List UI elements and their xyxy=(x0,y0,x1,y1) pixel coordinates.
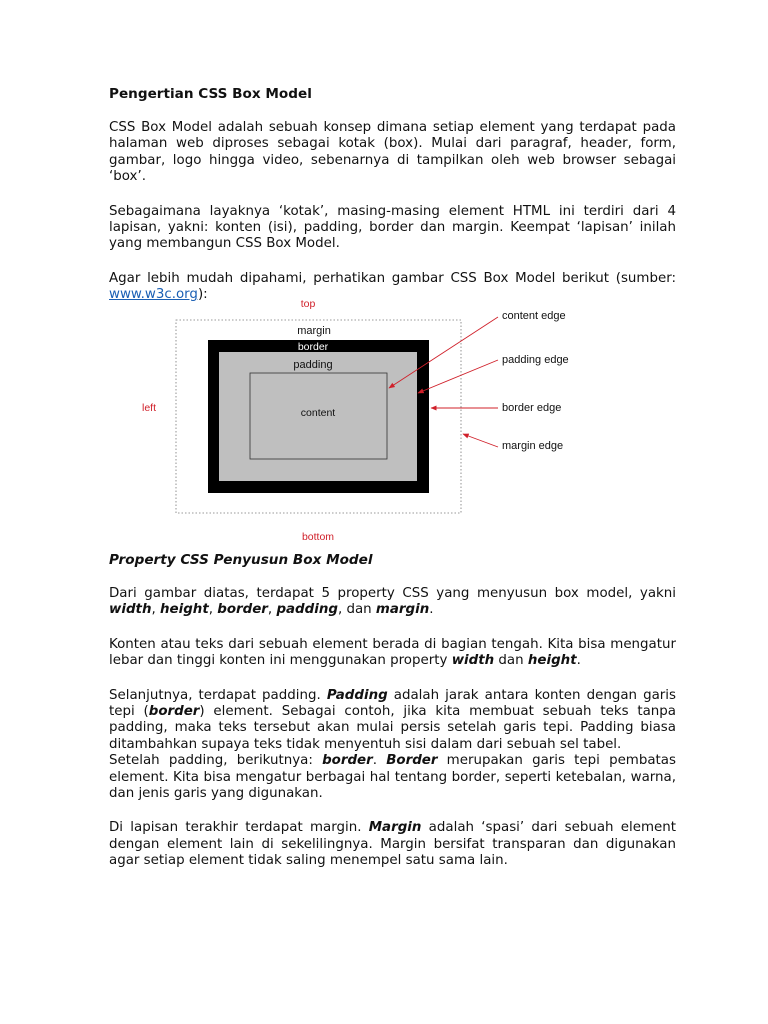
label-padding-edge: padding edge xyxy=(502,354,569,366)
paragraph-padding xyxy=(109,688,676,754)
label-left: left xyxy=(142,402,157,414)
paragraph-border xyxy=(109,753,676,802)
label-bottom: bottom xyxy=(301,531,335,543)
document-body-lower xyxy=(109,552,676,870)
term-border: Border xyxy=(386,753,438,769)
text-run: , dan xyxy=(337,602,376,618)
term-width: width xyxy=(109,602,152,618)
text-run: ): xyxy=(197,287,208,303)
text-run: adalah jarak antara konten dengan garis tepi ( xyxy=(109,687,676,720)
box-model-figure xyxy=(109,292,599,546)
term-height: height xyxy=(527,653,577,669)
text-run: . xyxy=(372,753,387,769)
document-body xyxy=(109,86,676,304)
text-run: merupakan garis tepi pembatas element. Kita bisa mengatur berbagai hal tentang border, seperti ketebalan, warna, dan jenis garis yang digunakan. xyxy=(109,753,676,802)
text-run: adalah ‘spasi’ dari sebuah element dengan element lain di sekelilingnya. Margin bersifat transparan dan digunakan agar setiap element tidak saling menempel satu sama lain. xyxy=(109,820,676,869)
text-run: , xyxy=(208,602,218,618)
label-border-edge: border edge xyxy=(502,402,562,414)
paragraph-properties xyxy=(109,586,676,619)
term-width: width xyxy=(451,653,495,669)
text-run: Di lapisan terakhir terdapat margin. xyxy=(109,820,369,836)
text-run: dan xyxy=(494,653,528,669)
text-run: . xyxy=(429,602,434,618)
label-margin: margin xyxy=(297,325,331,337)
page-title: Pengertian CSS Box Model xyxy=(109,86,312,102)
term-padding: Padding xyxy=(326,687,388,703)
text-run: Konten atau teks dari sebuah element berada di bagian tengah. Kita bisa mengatur lebar dan tinggi konten ini menggunakan property xyxy=(109,636,676,669)
text-run: , xyxy=(267,602,277,618)
arrow-margin-edge xyxy=(463,434,498,447)
text-run: . xyxy=(576,653,581,669)
label-border: border xyxy=(297,341,329,353)
term-border: border xyxy=(217,602,268,618)
box-model-diagram xyxy=(109,292,599,546)
text-run: Dari gambar diatas, terdapat 5 property CSS yang menyusun box model, yakni xyxy=(109,586,676,601)
term-height: height xyxy=(160,602,209,618)
label-content-edge: content edge xyxy=(502,310,566,322)
term-margin: margin xyxy=(375,602,430,618)
paragraph-intro: CSS Box Model adalah sebuah konsep dimana setiap element yang terdapat pada halaman web diproses sebagai kotak (box). Mulai dari paragraf, header, form, gambar, logo hingga video, sebenarnya di tampilkan oleh web browser sebagai ‘box’. xyxy=(109,120,676,185)
text-run: ) element. Sebagai contoh, jika kita membuat sebuah teks tanpa padding, maka teks tersebut akan mulai persis setelah garis tepi. Padding biasa ditambahkan supaya teks tidak menyentuh sisi dalam dari sebuah sel tabel. xyxy=(109,704,676,752)
paragraph-content xyxy=(109,637,676,670)
text-run: Agar lebih mudah dipahami, perhatikan gambar CSS Box Model berikut (sumber: xyxy=(109,270,676,286)
paragraph-layers: Sebagaimana layaknya ‘kotak’, masing-masing element HTML ini terdiri dari 4 lapisan, yakni: konten (isi), padding, border dan margin. Keempat ‘lapisan’ inilah yang membangun CSS Box Model. xyxy=(109,203,676,252)
source-link[interactable]: www.w3c.org xyxy=(109,287,198,303)
text-run: Setelah padding, berikutnya: xyxy=(109,753,323,769)
term-border: border xyxy=(322,753,373,769)
section-subtitle: Property CSS Penyusun Box Model xyxy=(109,552,373,568)
arrow-padding-edge xyxy=(418,360,498,393)
term-padding: padding xyxy=(276,602,338,618)
label-padding: padding xyxy=(293,359,333,371)
text-run: Selanjutnya, terdapat padding. xyxy=(109,687,327,703)
label-top: top xyxy=(300,298,316,310)
term-border: border xyxy=(148,704,200,720)
label-content: content xyxy=(300,407,336,419)
term-margin: Margin xyxy=(368,820,422,836)
paragraph-margin xyxy=(109,820,676,869)
text-run: , xyxy=(151,602,160,618)
label-margin-edge: margin edge xyxy=(502,440,564,452)
